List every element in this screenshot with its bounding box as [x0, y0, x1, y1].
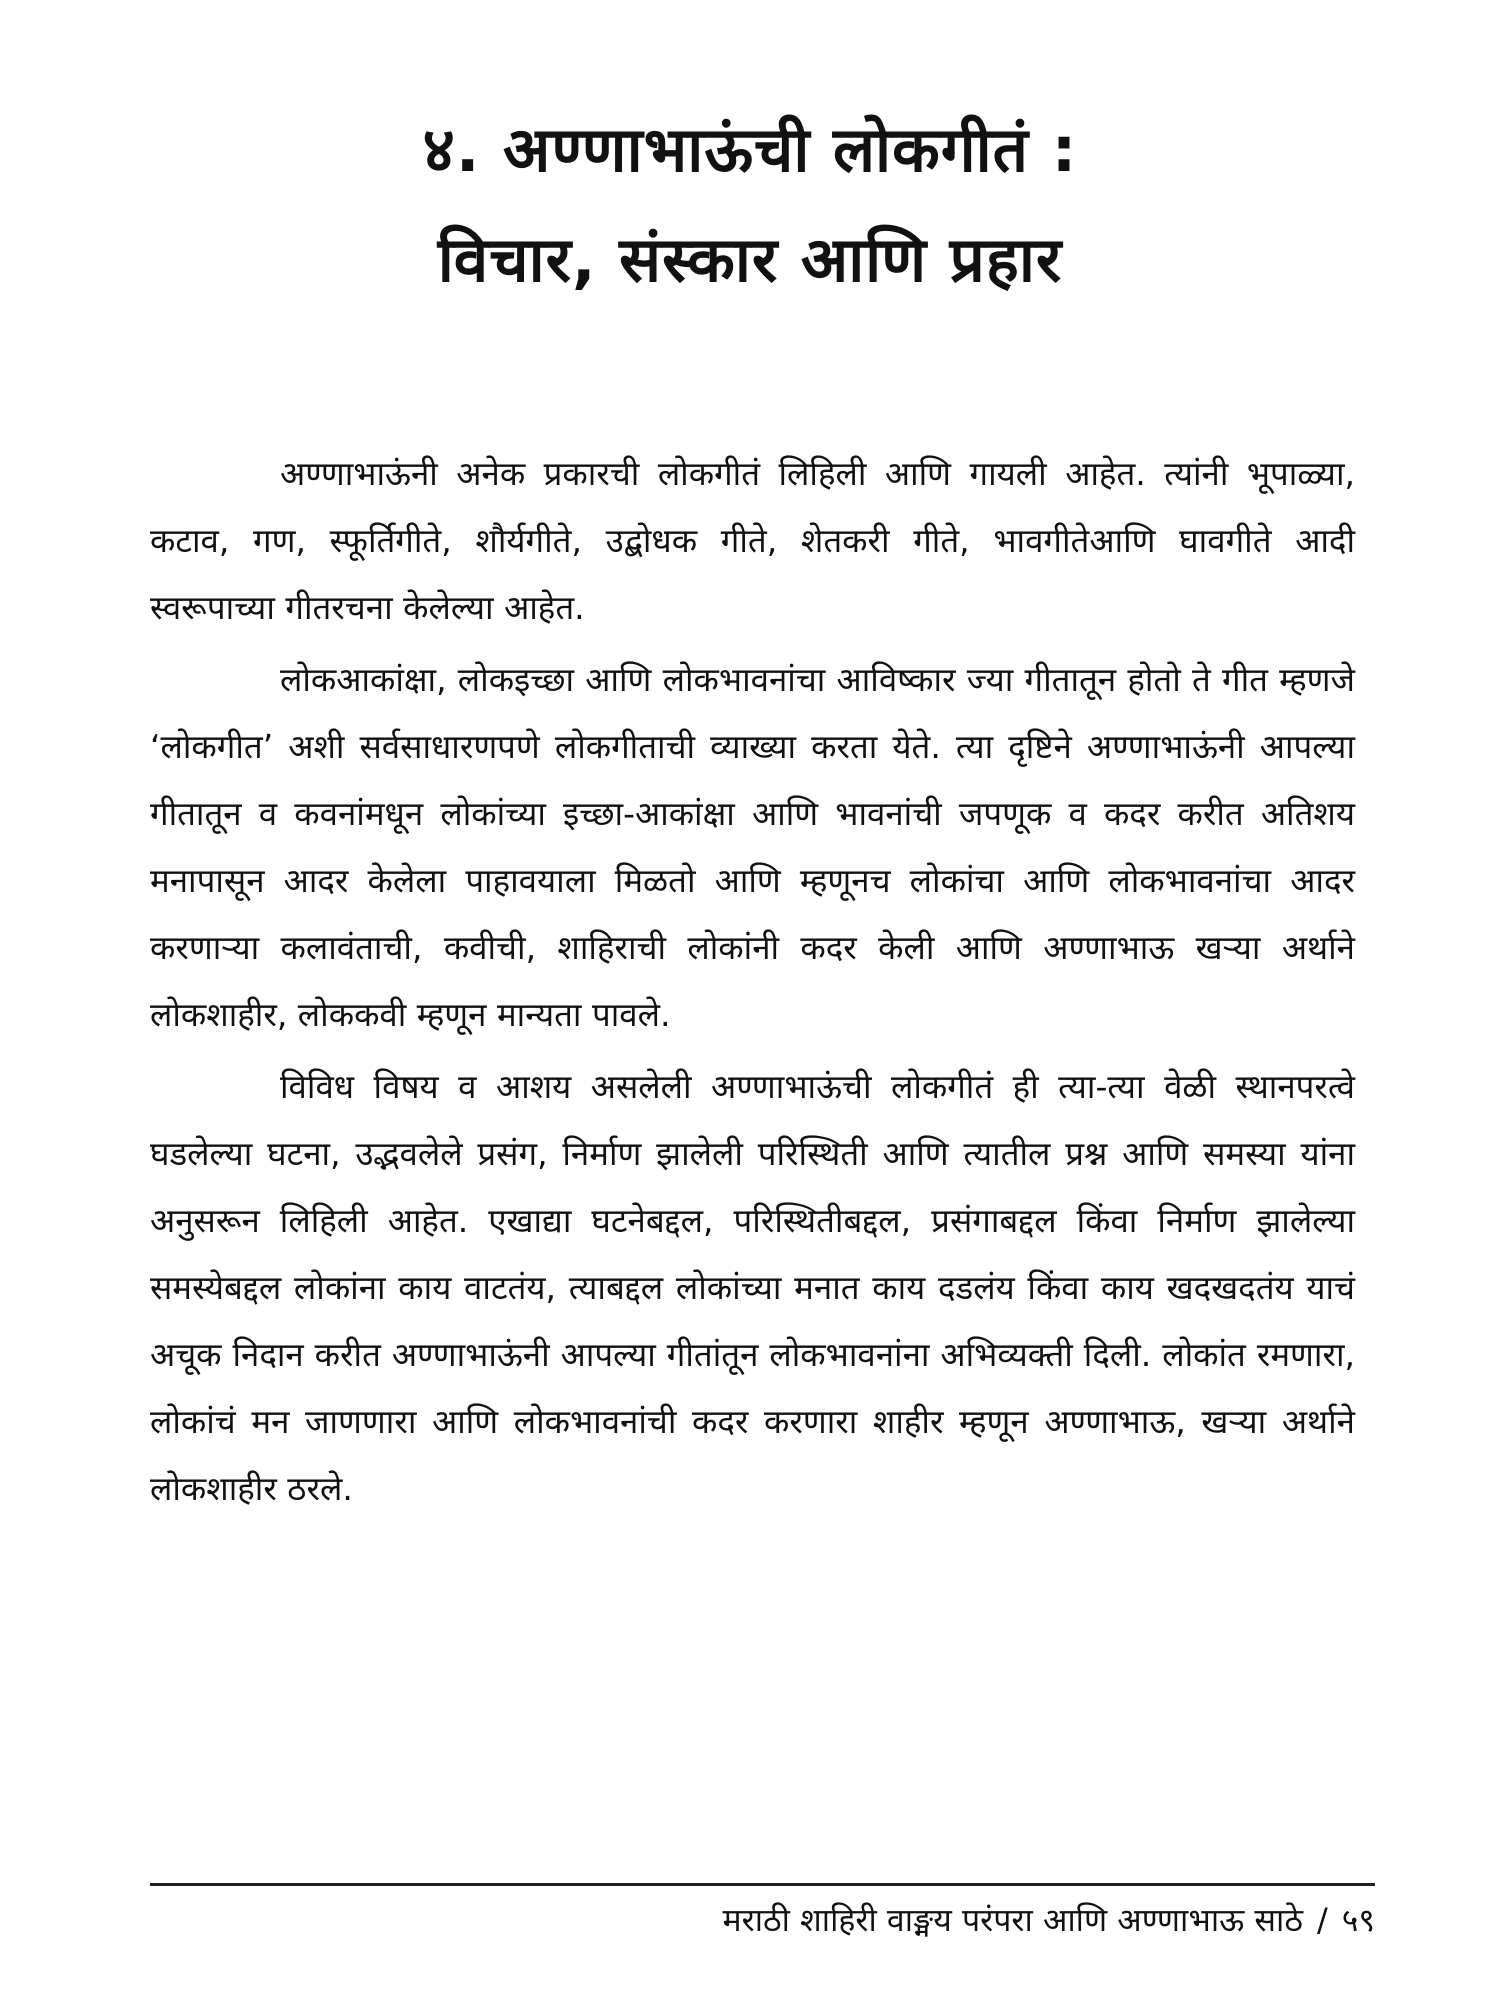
page-number: ५९	[1341, 1901, 1375, 1939]
body-text	[150, 440, 1355, 1527]
footer-separator: /	[1316, 1901, 1328, 1939]
chapter-title	[0, 95, 1500, 315]
paragraph-1: अण्णाभाऊंनी अनेक प्रकारची लोकगीतं लिहिली आणि गायली आहेत. त्यांनी भूपाळ्या, कटाव, गण, स्फूर्तिगीते, शौर्यगीते, उद्बोधक गीते, शेतकरी गीते, भावगीतेआणि घावगीते आदी स्वरूपाच्या गीतरचना केलेल्या आहेत.	[150, 454, 1355, 627]
chapter-title-line-1: ४. अण्णाभाऊंची लोकगीतं :	[422, 113, 1078, 186]
footer-book-title: मराठी शाहिरी वाङ्मय परंपरा आणि अण्णाभाऊ साठे	[722, 1901, 1303, 1939]
footer-divider	[150, 1883, 1375, 1886]
paragraph-3: विविध विषय व आशय असलेली अण्णाभाऊंची लोकगीतं ही त्या-त्या वेळी स्थानपरत्वे घडलेल्या घटना, उद्भवलेले प्रसंग, निर्माण झालेली परिस्थिती आणि त्यातील प्रश्न आणि समस्या यांना अनुसरून लिहिली आहेत. एखाद्या घटनेबद्दल, परिस्थितीबद्दल, प्रसंगाबद्दल किंवा निर्माण झालेल्या समस्येबद्दल लोकांना काय वाटतंय, त्याबद्दल लोकांच्या मनात काय दडलंय किंवा काय खदखदतंय याचं अचूक निदान करीत अण्णाभाऊंनी आपल्या गीतांतून लोकभावनांना अभिव्यक्ती दिली. लोकांत रमणारा, लोकांचं मन जाणणारा आणि लोकभावनांची कदर करणारा शाहीर म्हणून अण्णाभाऊ, खऱ्या अर्थाने लोकशाहीर ठरले.	[150, 1067, 1355, 1508]
page-footer	[150, 1895, 1375, 1945]
chapter-title-line-2: विचार, संस्कार आणि प्रहार	[437, 223, 1063, 296]
paragraph-2: लोकआकांक्षा, लोकइच्छा आणि लोकभावनांचा आविष्कार ज्या गीतातून होतो ते गीत म्हणजे ‘लोकगीत’ अशी सर्वसाधारणपणे लोकगीताची व्याख्या करता येते. त्या दृष्टिने अण्णाभाऊंनी आपल्या गीतातून व कवनांमधून लोकांच्या इच्छा-आकांक्षा आणि भावनांची जपणूक व कदर करीत अतिशय मनापासून आदर केलेला पाहावयाला मिळतो आणि म्हणूनच लोकांचा आणि लोकभावनांचा आदर करणाऱ्या कलावंताची, कवीची, शाहिराची लोकांनी कदर केली आणि अण्णाभाऊ खऱ्या अर्थाने लोकशाहीर, लोककवी म्हणून मान्यता पावले.	[150, 660, 1355, 1034]
